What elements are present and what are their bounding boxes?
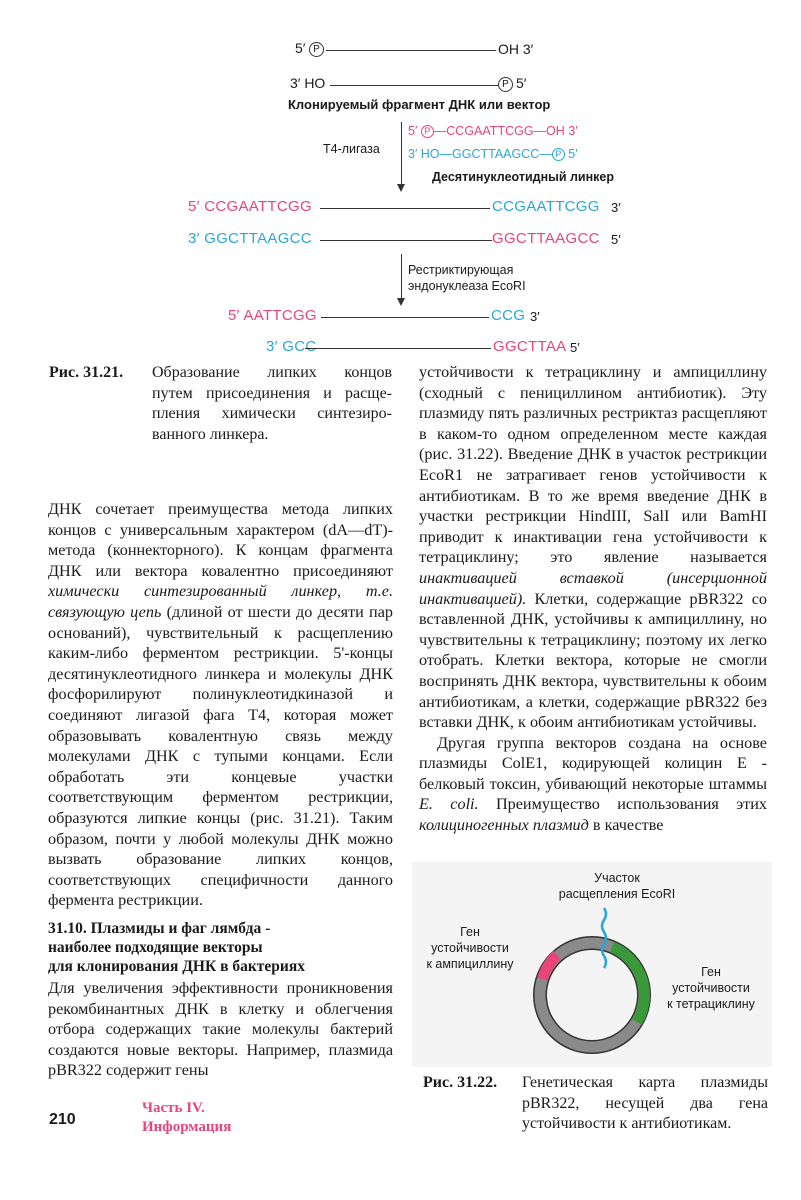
cut-top-left: 5′ AATTCGG (228, 307, 317, 324)
plasmid-map-figure (412, 862, 772, 1067)
amp-gene-label: Ген устойчивости к ампициллину (426, 925, 514, 971)
caption2-label: Рис. 31.22. (423, 1074, 498, 1091)
right-column-text: устойчивости к тетрациклину и ампициллину (сходный с пенициллином антибиотик). Эту плазмиду пять различных рестриктаз расщепляют в каком-то одном определенном месте каждая (рис. 31.22). Введение ДНК в участок рестрикции EcoR1 не затрагивает генов устойчивости к антибиотикам. В то же время введение ДНК в участки рестрикции HindIII, SalI или BamHI приводит к инактивации гена устойчивости к тетрациклину; это явление называется инактивацией вставкой (инсерционной инактивацией). Клетки, содержащие pBR322 со вставленной ДНК, устойчивы к ампициллину, но чувствительны к тетрациклину; поэтому их легко отобрать. Клетки вектора, которые не смогли воспринять ДНК вектора, чувствительны к обоим антибиотикам, а клетки, содержащие pBR322 без вставки ДНК, к обоим антибиотикам устойчивы. Другая группа векторов создана на основе плазмиды ColE1, кодирующей колицин Е - белковый токсин, убивающий некоторые штаммы E. coli. Преимущество использования этих колициногенных плазмид в качестве (419, 363, 767, 835)
left-column-paragraph-2: Для увеличения эффективности проникновения рекомбинантных ДНК в клетку и облегчения отбора содержащих такие молекулы бактерий создаются новые векторы. Например, плазмида pBR322 содержит гены (48, 979, 393, 1080)
ligated-top-prime: 3′ (611, 200, 621, 215)
ligated-top-right: CCGAATTCGG (492, 198, 600, 215)
strand1-5prime: 5′ (295, 40, 306, 56)
linker-label: Десятинуклеотидный линкер (432, 170, 615, 184)
cut-bottom-right: GGCTTAA (493, 338, 567, 355)
ecori-site-label: Участок расщепления EcoRI (558, 871, 676, 901)
strand2-ho: 3′ HO (290, 75, 326, 91)
dna-strand-line (320, 208, 490, 209)
phosphate-icon: P (498, 75, 513, 93)
cut-bottom-left: 3′ GCC (266, 338, 317, 355)
ligase-label: Т4-лигаза (323, 142, 380, 156)
ligated-bottom-prime: 5′ (611, 232, 621, 247)
cut-bottom-prime: 5′ (570, 340, 580, 355)
dna-strand-line (330, 85, 498, 86)
phosphate-icon: P (309, 40, 324, 58)
page-number: 210 (49, 1111, 76, 1128)
tet-gene-segment (612, 947, 644, 1022)
arrow-head-icon (397, 298, 405, 306)
arrow-down (401, 122, 402, 186)
caption1-text: Образование липких концов путем присоединения и расще- пления химически синтезиро- ванного линкера. (152, 364, 392, 443)
ligated-top-left: 5′ CCGAATTCGG (188, 198, 312, 215)
arrow-head-icon (397, 184, 405, 192)
ligated-bottom-right: GGCTTAAGCC (492, 230, 600, 247)
tet-gene-label: Ген устойчивости к тетрациклину (667, 965, 755, 1011)
enzyme-label: Рестриктирующая эндонуклеаза EcoRI (408, 263, 526, 293)
plasmid-ring (522, 900, 662, 1060)
part-label: Часть IV. Информация (142, 1100, 232, 1135)
figure1-title: Клонируемый фрагмент ДНК или вектор (288, 97, 551, 112)
strand2-5prime: 5′ (516, 75, 527, 91)
caption1-label: Рис. 31.21. (49, 364, 124, 381)
arrow-down (401, 254, 402, 300)
cut-top-prime: 3′ (530, 309, 540, 324)
phosphate-icon: P (552, 148, 565, 161)
caption2-text: Генетическая карта плазмиды pBR322, несущей два гена устойчивости к антибиотикам. (522, 1074, 768, 1133)
left-column-paragraph-1: ДНК сочетает преимущества метода липких концов с универсальным характером (dA—dT)-метода (коннекторного). К концам фрагмента ДНК или вектора ковалентно присоединяют химически синтезированный линкер, т.е. связующую цепь (длиной от шести до десяти пар оснований), чувствительный к расщеплению каким-либо ферментом рестрикции. 5'-концы десятинуклеотидного линкера и молекулы ДНК фосфорилируют полинуклеотидкиназой и соединяют лигазой фага Т4, которая может образовывать ковалентную связь между молекулами ДНК с тупыми концами. Если обработать эти концевые участки соответствующим ферментом рестрикции, образуются липкие концы (рис. 31.21). Таким образом, почти у любой молекулы ДНК можно вызвать образование липких концов, соответствующих специфичности данного фермента рестрикции. (48, 500, 393, 910)
ligated-bottom-left: 3′ GGCTTAAGCC (188, 230, 312, 247)
dna-strand-line (305, 348, 491, 349)
cut-top-right: CCG (491, 307, 526, 324)
dna-strand-line (320, 240, 492, 241)
dna-strand-line (321, 317, 489, 318)
dna-strand-line (326, 50, 496, 51)
linker-top: 5′ P —CCGAATTCGG—OH 3′ (408, 124, 578, 138)
linker-bottom: 3′ HO—GGCTTAAGCC— P 5′ (408, 147, 578, 161)
strand1-oh: OH 3′ (498, 41, 534, 57)
section-heading: 31.10. Плазмиды и фаг лямбда - наиболее подходящие векторы для клонирования ДНК в бактериях (48, 920, 305, 975)
phosphate-icon: P (421, 125, 434, 138)
